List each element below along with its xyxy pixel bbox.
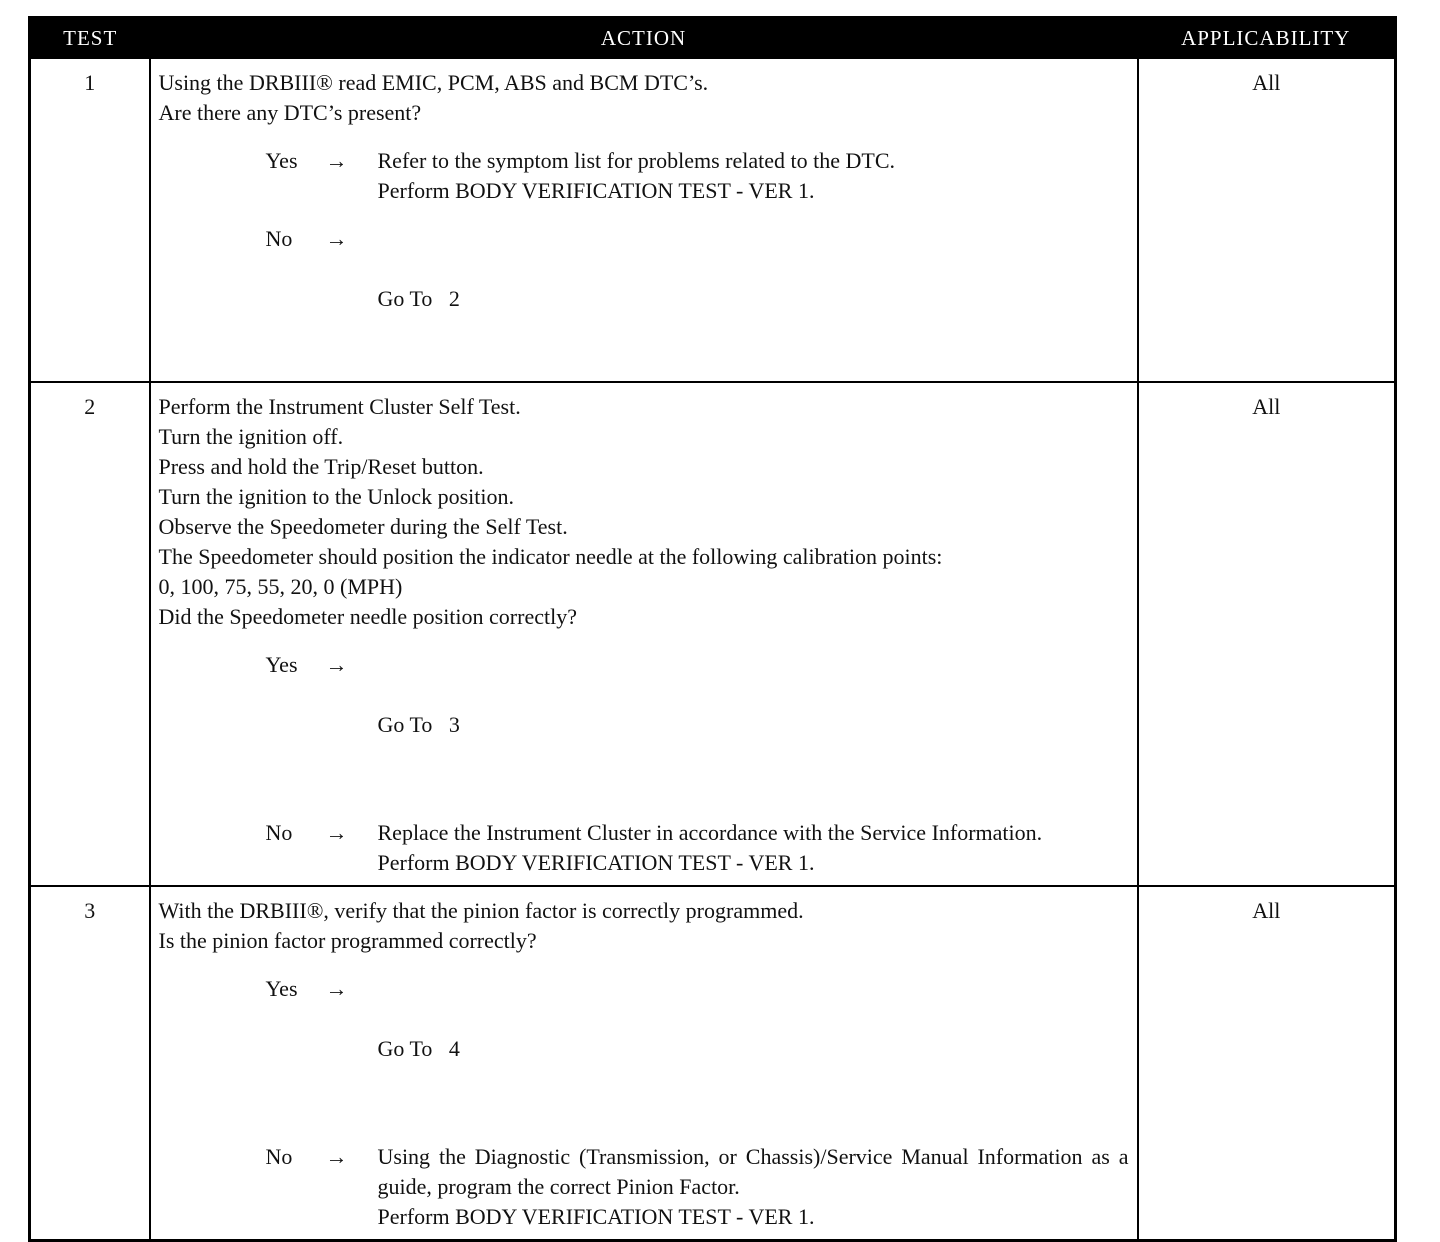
test-applicability: All (1138, 886, 1396, 1241)
arrow-icon: → (325, 148, 348, 173)
action-line: The Speedometer should position the indicator needle at the following calibration points: (158, 544, 943, 569)
result-line: Refer to the symptom list for problems related to the DTC. (377, 148, 896, 173)
diagnostic-table-page (28, 16, 1394, 1229)
result-line: Using the Diagnostic (Transmission, or Chassis)/Service Manual Information as a guide, program the correct Pinion Factor. (377, 1144, 1129, 1199)
arrow-icon: → (325, 652, 348, 677)
result-text (378, 1142, 1129, 1232)
test-action (150, 58, 1138, 382)
action-line: With the DRBIII®, verify that the pinion factor is correctly programmed. (158, 898, 804, 923)
test-action (150, 886, 1138, 1241)
result-text (378, 224, 1129, 374)
test-row-3 (30, 886, 1396, 1241)
arrow-icon: → (325, 820, 348, 845)
action-line: Perform the Instrument Cluster Self Test. (158, 394, 521, 419)
result-answer: Yes (265, 976, 298, 1001)
result-text (378, 974, 1129, 1124)
test-number: 2 (30, 382, 150, 886)
test-action (150, 382, 1138, 886)
result-yes (159, 650, 1129, 800)
result-line: Go To 3 (377, 712, 460, 737)
result-answer: Yes (265, 652, 298, 677)
action-line: Turn the ignition to the Unlock position. (158, 484, 514, 509)
test-row-1 (30, 58, 1396, 382)
header-applicability: APPLICABILITY (1138, 18, 1396, 59)
result-answer: No (265, 820, 293, 845)
action-line: 0, 100, 75, 55, 20, 0 (MPH) (158, 574, 403, 599)
result-answer: No (265, 1144, 293, 1169)
arrow-icon: → (325, 976, 348, 1001)
result-answer: Yes (265, 148, 298, 173)
diagnostic-test-table (28, 16, 1397, 1242)
action-line: Are there any DTC’s present? (158, 100, 422, 125)
header-test: TEST (30, 18, 150, 59)
action-line: Is the pinion factor programmed correctly? (158, 928, 537, 953)
action-line: Observe the Speedometer during the Self Test. (158, 514, 568, 539)
result-answer: No (265, 226, 293, 251)
arrow-icon: → (325, 226, 348, 251)
action-line: Press and hold the Trip/Reset button. (158, 454, 484, 479)
result-line: Perform BODY VERIFICATION TEST - VER 1. (377, 1204, 815, 1229)
result-yes (159, 146, 1129, 206)
result-line: Go To 4 (377, 1036, 460, 1061)
test-results (159, 650, 1129, 878)
result-text (378, 650, 1129, 800)
result-no (159, 818, 1129, 878)
test-applicability: All (1138, 382, 1396, 886)
action-line: Did the Speedometer needle position correctly? (158, 604, 577, 629)
result-text (378, 146, 1129, 206)
header-action: ACTION (150, 18, 1138, 59)
result-yes (159, 974, 1129, 1124)
test-row-2 (30, 382, 1396, 886)
result-line: Perform BODY VERIFICATION TEST - VER 1. (377, 850, 815, 875)
test-number: 1 (30, 58, 150, 382)
arrow-icon: → (325, 1144, 348, 1169)
test-applicability: All (1138, 58, 1396, 382)
action-line: Using the DRBIII® read EMIC, PCM, ABS and BCM DTC’s. (158, 70, 709, 95)
test-results (159, 974, 1129, 1232)
test-results (159, 146, 1129, 374)
result-line: Go To 2 (377, 286, 460, 311)
action-line: Turn the ignition off. (158, 424, 344, 449)
test-number: 3 (30, 886, 150, 1241)
result-line: Replace the Instrument Cluster in accordance with the Service Information. (377, 820, 1043, 845)
result-no (159, 224, 1129, 374)
result-line: Perform BODY VERIFICATION TEST - VER 1. (377, 178, 815, 203)
table-header-row (30, 18, 1396, 59)
result-text (378, 818, 1129, 878)
result-no (159, 1142, 1129, 1232)
